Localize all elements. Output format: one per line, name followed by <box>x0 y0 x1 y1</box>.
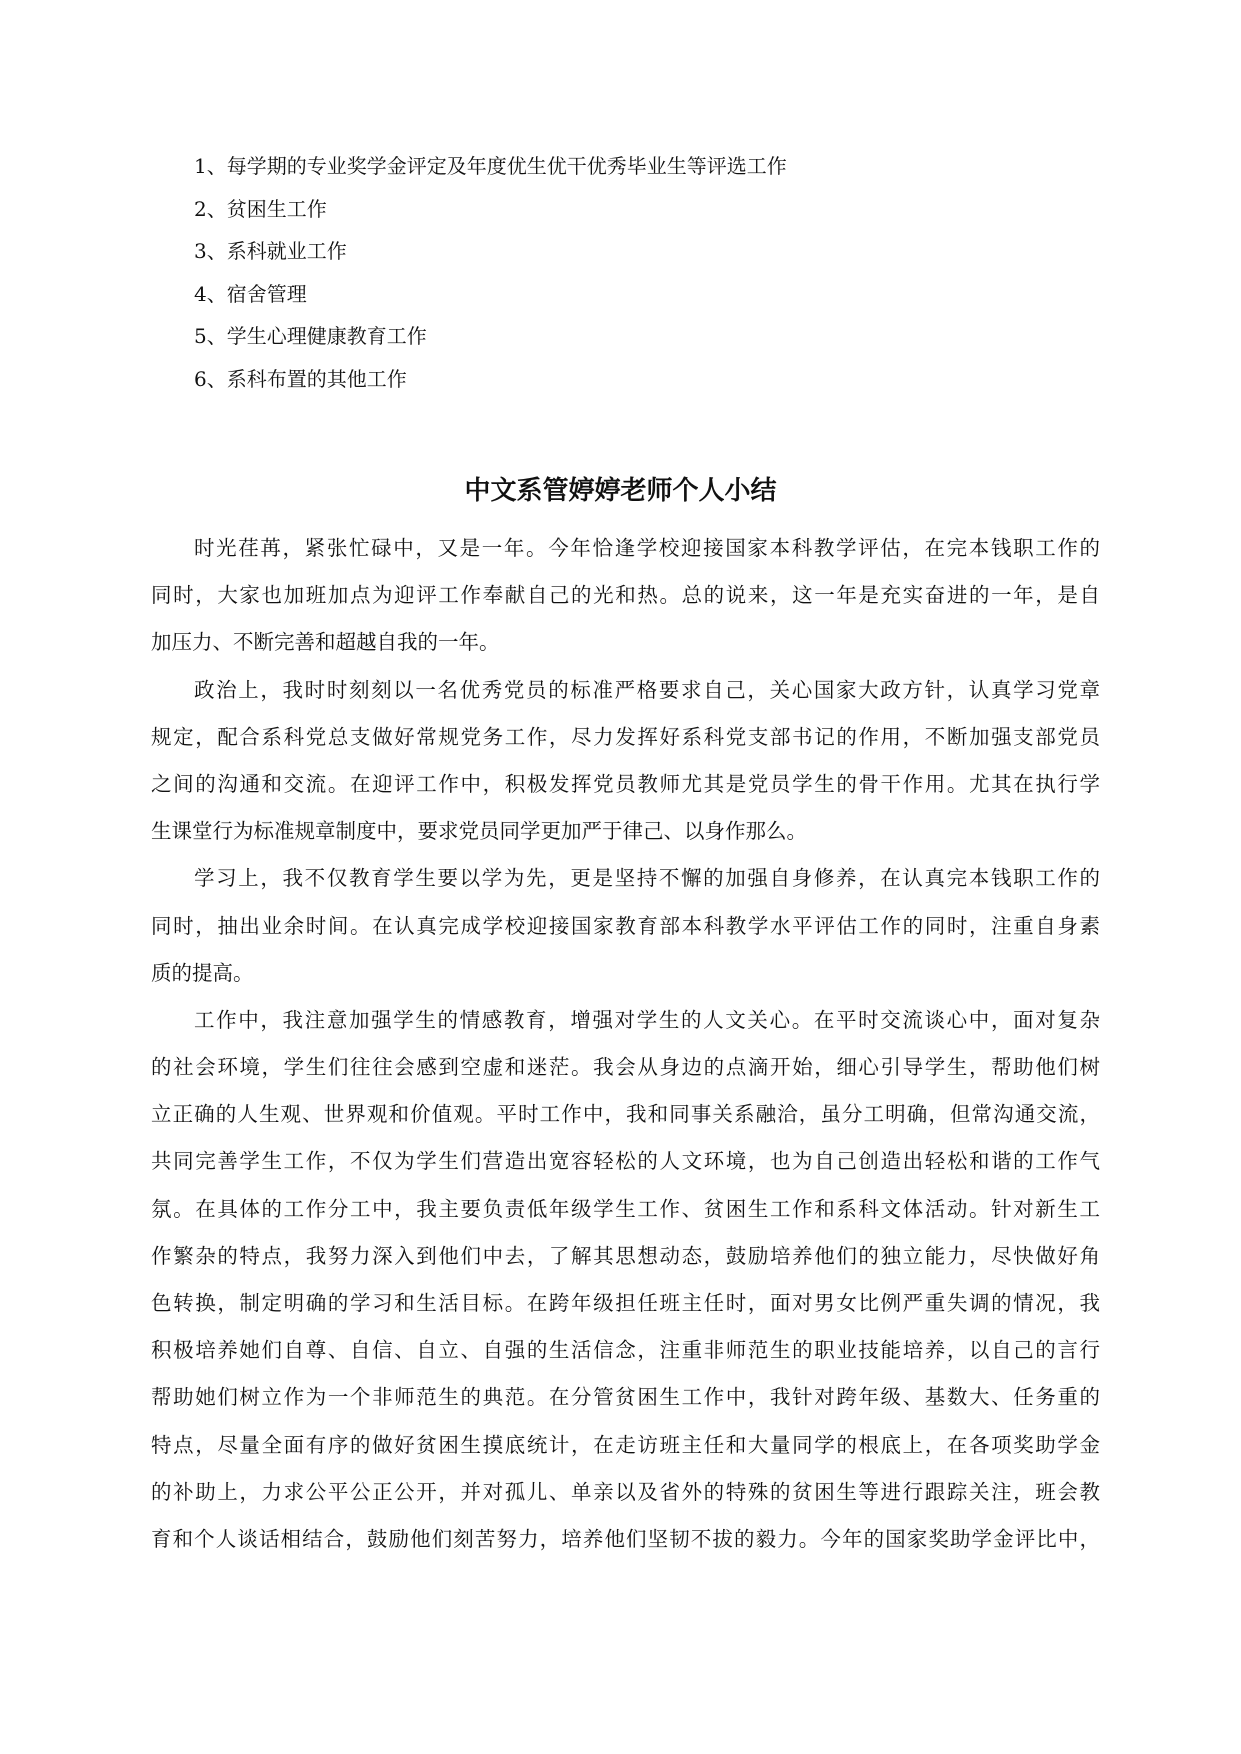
list-item: 4、宿舍管理 <box>194 281 307 306</box>
paragraph-line: 工作中，我注意加强学生的情感教育，增强对学生的人文关心。在平时交流谈心中，面对复杂 <box>194 1007 1100 1032</box>
paragraph-line: 共同完善学生工作，不仅为学生们营造出宽容轻松的人文环境，也为自己创造出轻松和谐的工作气 <box>151 1149 1100 1174</box>
paragraph-line: 作繁杂的特点，我努力深入到他们中去，了解其思想动态，鼓励培养他们的独立能力，尽快做好角 <box>151 1243 1100 1268</box>
paragraph-line: 帮助她们树立作为一个非师范生的典范。在分管贫困生工作中，我针对跨年级、基数大、任务重的 <box>151 1385 1100 1410</box>
paragraph-line: 规定，配合系科党总支做好常规党务工作，尽力发挥好系科党支部书记的作用，不断加强支部党员 <box>151 724 1100 749</box>
paragraph-line: 学习上，我不仅教育学生要以学为先，更是坚持不懈的加强自身修养，在认真完本钱职工作的 <box>194 866 1100 891</box>
paragraph-line: 育和个人谈话相结合，鼓励他们刻苦努力，培养他们坚韧不拔的毅力。今年的国家奖助学金评比中， <box>151 1526 1100 1551</box>
paragraph-line: 的补助上，力求公平公正公开，并对孤儿、单亲以及省外的特殊的贫困生等进行跟踪关注，班会教 <box>151 1479 1100 1504</box>
list-item: 2、贫困生工作 <box>194 196 327 221</box>
paragraph-line: 政治上，我时时刻刻以一名优秀党员的标准严格要求自己，关心国家大政方针，认真学习党章 <box>194 677 1100 702</box>
list-item: 5、学生心理健康教育工作 <box>194 324 427 348</box>
paragraph-line: 时光荏苒，紧张忙碌中，又是一年。今年恰逢学校迎接国家本科教学评估，在完本钱职工作的 <box>194 536 1100 560</box>
paragraph-line: 质的提高。 <box>151 960 254 985</box>
paragraph-line: 色转换，制定明确的学习和生活目标。在跨年级担任班主任时，面对男女比例严重失调的情况，我 <box>151 1291 1100 1315</box>
list-item: 1、每学期的专业奖学金评定及年度优生优干优秀毕业生等评选工作 <box>194 154 787 178</box>
paragraph <box>151 525 1100 667</box>
paragraph-line: 同时，大家也加班加点为迎评工作奉献自己的光和热。总的说来，这一年是充实奋进的一年，是自 <box>151 583 1100 608</box>
task-list <box>194 148 787 403</box>
paragraph-line: 积极培养她们自尊、自信、自立、自强的生活信念，注重非师范生的职业技能培养，以自己的言行 <box>151 1338 1100 1363</box>
paragraph-line: 加压力、不断完善和超越自我的一年。 <box>151 630 500 655</box>
document-title: 中文系管婷婷老师个人小结 <box>464 476 777 506</box>
list-item: 3、系科就业工作 <box>194 239 347 263</box>
paragraph-line: 特点，尽量全面有序的做好贫困生摸底统计，在走访班主任和大量同学的根底上，在各项奖助学金 <box>151 1432 1100 1457</box>
paragraph-line: 生课堂行为标准规章制度中，要求党员同学更加严于律己、以身作那么。 <box>151 819 807 844</box>
paragraph <box>151 855 1100 997</box>
paragraph-line: 同时，抽出业余时间。在认真完成学校迎接国家教育部本科教学水平评估工作的同时，注重自身素 <box>151 913 1100 938</box>
paragraph-line: 立正确的人生观、世界观和价值观。平时工作中，我和同事关系融洽，虽分工明确，但常沟通交流， <box>151 1102 1100 1127</box>
paragraph-line: 氛。在具体的工作分工中，我主要负责低年级学生工作、贫困生工作和系科文体活动。针对新生工 <box>151 1196 1100 1221</box>
paragraph <box>151 997 1100 1563</box>
document-body <box>151 525 1100 1563</box>
paragraph-line: 之间的沟通和交流。在迎评工作中，积极发挥党员教师尤其是党员学生的骨干作用。尤其在执行学 <box>151 771 1100 796</box>
list-item: 6、系科布置的其他工作 <box>194 366 407 391</box>
paragraph-line: 的社会环境，学生们往往会感到空虚和迷茫。我会从身边的点滴开始，细心引导学生，帮助他们树 <box>151 1055 1100 1080</box>
paragraph <box>151 667 1100 856</box>
